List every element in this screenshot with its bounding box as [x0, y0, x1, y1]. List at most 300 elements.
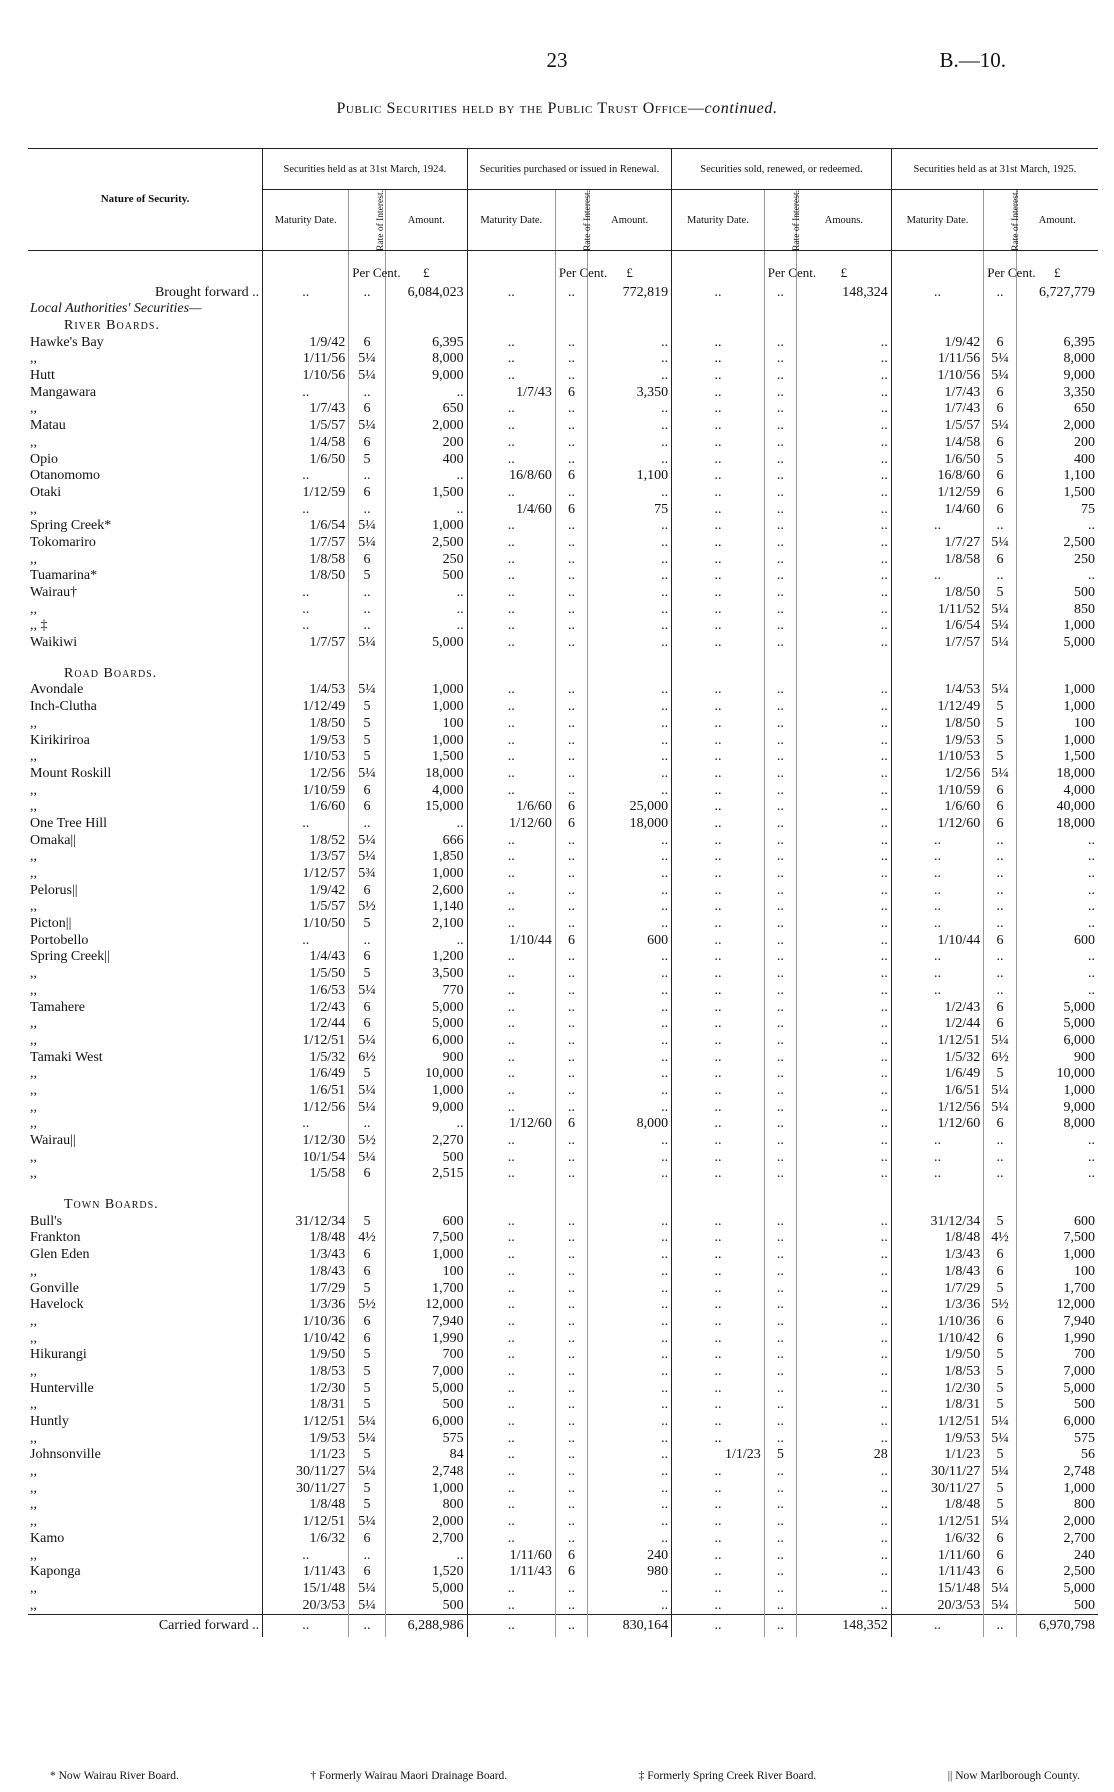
security-name-text: ,, — [30, 1464, 37, 1480]
security-name — [28, 535, 263, 552]
maturity-date: 1/5/57 — [891, 418, 984, 435]
security-name-text: Frankton — [30, 1230, 81, 1246]
empty-amount: .. — [1016, 518, 1098, 535]
security-name-text: ,, — [30, 1066, 37, 1082]
maturity-date: 1/6/50 — [263, 451, 349, 468]
amount: 1,000 — [385, 518, 467, 535]
empty-rate: .. — [764, 1133, 796, 1150]
empty-maturity: .. — [467, 1497, 555, 1514]
empty-maturity: .. — [672, 551, 765, 568]
amount: 575 — [385, 1430, 467, 1447]
empty-rate: .. — [555, 1497, 587, 1514]
security-name-text: One Tree Hill — [30, 815, 107, 831]
empty-maturity: .. — [467, 618, 555, 635]
amount: 4,000 — [385, 782, 467, 799]
empty-rate: .. — [555, 1066, 587, 1083]
table-row — [28, 849, 1098, 866]
amount: 75 — [1016, 501, 1098, 518]
group-purchased-header: Securities purchased or issued in Renewal. — [467, 149, 672, 190]
maturity-date: 1/10/53 — [263, 749, 349, 766]
maturity-date: 1/1/23 — [891, 1447, 984, 1464]
empty-maturity: .. — [263, 279, 349, 301]
empty-rate: .. — [555, 1414, 587, 1431]
security-name — [28, 568, 263, 585]
security-name — [28, 732, 263, 749]
empty-amount: .. — [1016, 949, 1098, 966]
empty-maturity: .. — [672, 1397, 765, 1414]
interest-rate: 5¼ — [984, 1464, 1016, 1481]
security-name-text: ,, — [30, 1497, 37, 1513]
empty-amount: .. — [588, 351, 672, 368]
empty-amount: .. — [588, 551, 672, 568]
maturity-date: 1/1/23 — [263, 1447, 349, 1464]
empty-maturity: .. — [467, 1297, 555, 1314]
empty-rate: .. — [764, 866, 796, 883]
security-name — [28, 749, 263, 766]
empty-rate: .. — [555, 882, 587, 899]
interest-rate: 5½ — [349, 1297, 386, 1314]
maturity-date: 1/11/56 — [891, 351, 984, 368]
amount: 100 — [1016, 1264, 1098, 1281]
amount: 5,000 — [1016, 1016, 1098, 1033]
carried-forward-amount: 6,970,798 — [1016, 1614, 1098, 1637]
maturity-date: 1/9/53 — [891, 1430, 984, 1447]
empty-rate: .. — [764, 401, 796, 418]
empty-rate: .. — [764, 1397, 796, 1414]
security-name-text: Opio — [30, 451, 58, 467]
table-row — [28, 949, 1098, 966]
amount: 1,000 — [1016, 1480, 1098, 1497]
amount: 100 — [1016, 716, 1098, 733]
empty-maturity: .. — [672, 1497, 765, 1514]
empty-maturity: .. — [672, 932, 765, 949]
security-name — [28, 1330, 263, 1347]
empty-maturity: .. — [672, 501, 765, 518]
empty-amount: .. — [588, 1066, 672, 1083]
amount: 1,000 — [385, 866, 467, 883]
interest-rate: 4½ — [349, 1230, 386, 1247]
empty-amount: .. — [1016, 1149, 1098, 1166]
empty-amount: .. — [1016, 866, 1098, 883]
empty-rate: .. — [984, 916, 1016, 933]
interest-rate: 5 — [349, 699, 386, 716]
security-name-text: Inch-Clutha — [30, 699, 97, 715]
security-name — [28, 551, 263, 568]
empty-rate: .. — [764, 1314, 796, 1331]
interest-rate: 6 — [349, 1016, 386, 1033]
security-name-text: Wairau† — [30, 585, 78, 601]
pound-label: £ — [1016, 251, 1098, 280]
amount: 9,000 — [385, 368, 467, 385]
empty-rate: .. — [764, 832, 796, 849]
empty-maturity: .. — [467, 1514, 555, 1531]
interest-rate: 5¼ — [349, 832, 386, 849]
empty-rate: .. — [555, 1480, 587, 1497]
empty-maturity: .. — [467, 1083, 555, 1100]
empty-maturity: .. — [467, 966, 555, 983]
section-heading — [28, 1197, 263, 1214]
empty-rate: .. — [764, 435, 796, 452]
empty-amount: .. — [797, 1430, 892, 1447]
interest-rate: 6 — [984, 816, 1016, 833]
security-name — [28, 1066, 263, 1083]
amount: 12,000 — [1016, 1297, 1098, 1314]
empty-rate: .. — [764, 1364, 796, 1381]
empty-amount: .. — [797, 699, 892, 716]
interest-rate: 5¼ — [349, 1033, 386, 1050]
page-number: 23 — [546, 48, 568, 72]
empty-amount: .. — [588, 418, 672, 435]
maturity-date: 1/2/30 — [891, 1380, 984, 1397]
amount: 900 — [1016, 1049, 1098, 1066]
security-name-text: ,, — [30, 1580, 37, 1596]
empty-maturity: .. — [672, 682, 765, 699]
rate-header — [764, 189, 802, 251]
amount: 9,000 — [385, 1099, 467, 1116]
interest-rate: 6 — [555, 932, 587, 949]
maturity-date: 1/3/57 — [263, 849, 349, 866]
maturity-date: 16/8/60 — [891, 468, 984, 485]
empty-rate: .. — [984, 568, 1016, 585]
interest-rate: 5¼ — [984, 618, 1016, 635]
security-name-text: ,, — [30, 715, 37, 731]
security-name-text: Waikiwi — [30, 635, 78, 651]
maturity-date: 1/8/48 — [891, 1497, 984, 1514]
empty-rate: .. — [555, 1016, 587, 1033]
interest-rate: 5 — [984, 1066, 1016, 1083]
table-row — [28, 1430, 1098, 1447]
table-row — [28, 1133, 1098, 1150]
empty-maturity: .. — [672, 1033, 765, 1050]
maturity-date: 1/7/27 — [891, 535, 984, 552]
empty-maturity: .. — [672, 1597, 765, 1614]
maturity-date: 1/7/43 — [263, 401, 349, 418]
empty-maturity: .. — [467, 485, 555, 502]
empty-rate: .. — [349, 468, 386, 485]
empty-maturity: .. — [467, 882, 555, 899]
empty-rate: .. — [555, 732, 587, 749]
empty-amount: .. — [588, 682, 672, 699]
empty-rate: .. — [555, 618, 587, 635]
empty-maturity: .. — [672, 368, 765, 385]
empty-amount: .. — [588, 1264, 672, 1281]
table-row — [28, 983, 1098, 1000]
maturity-date: 1/8/48 — [891, 1230, 984, 1247]
empty-amount: .. — [588, 518, 672, 535]
rate-header — [984, 189, 1022, 251]
empty-maturity: .. — [672, 916, 765, 933]
empty-rate: .. — [555, 1033, 587, 1050]
empty-maturity: .. — [467, 1149, 555, 1166]
empty-amount: .. — [588, 635, 672, 652]
interest-rate: 5¼ — [349, 849, 386, 866]
security-name-text: Matau — [30, 418, 66, 434]
empty-amount: .. — [797, 1597, 892, 1614]
maturity-date: 1/12/56 — [263, 1099, 349, 1116]
interest-rate: 6 — [349, 551, 386, 568]
carried-forward-amount: 148,352 — [797, 1614, 892, 1637]
amount: 2,000 — [385, 418, 467, 435]
maturity-date: 1/12/51 — [263, 1033, 349, 1050]
empty-rate: .. — [555, 1430, 587, 1447]
empty-maturity: .. — [672, 435, 765, 452]
security-name-text: ,, — [30, 1430, 37, 1446]
interest-rate: 6 — [555, 799, 587, 816]
security-name-text: Bull's — [30, 1213, 63, 1229]
empty-maturity: .. — [672, 1213, 765, 1230]
maturity-date: 1/9/53 — [891, 732, 984, 749]
rate-header-text: Rate of Interest. — [376, 189, 387, 251]
security-name-text: ,, ‡ — [30, 618, 48, 634]
blank-cell — [891, 251, 984, 280]
table-row — [28, 749, 1098, 766]
security-name — [28, 983, 263, 1000]
maturity-date: 1/12/56 — [891, 1099, 984, 1116]
spacer-row — [28, 1183, 1098, 1197]
empty-maturity: .. — [672, 1247, 765, 1264]
interest-rate: 6 — [349, 882, 386, 899]
empty-maturity: .. — [891, 1614, 984, 1637]
empty-amount: .. — [797, 1497, 892, 1514]
empty-maturity: .. — [891, 949, 984, 966]
security-name — [28, 1414, 263, 1431]
interest-rate: 5 — [349, 966, 386, 983]
empty-rate: .. — [764, 1264, 796, 1281]
maturity-date: 1/12/49 — [891, 699, 984, 716]
table-row — [28, 1099, 1098, 1116]
empty-amount: .. — [797, 866, 892, 883]
maturity-header: Maturity Date. — [263, 190, 349, 251]
empty-rate: .. — [555, 568, 587, 585]
empty-maturity: .. — [891, 866, 984, 883]
maturity-date: 1/11/60 — [891, 1547, 984, 1564]
maturity-date: 1/4/43 — [263, 949, 349, 966]
interest-rate: 5 — [984, 1347, 1016, 1364]
maturity-date: 1/7/43 — [891, 384, 984, 401]
table-row — [28, 866, 1098, 883]
empty-maturity: .. — [467, 699, 555, 716]
interest-rate: 5¾ — [349, 866, 386, 883]
amount-header: Amount. — [385, 190, 467, 251]
empty-rate: .. — [555, 1297, 587, 1314]
interest-rate: 5 — [984, 699, 1016, 716]
interest-rate: 6 — [984, 1016, 1016, 1033]
amount: 1,000 — [385, 682, 467, 699]
amount: 8,000 — [588, 1116, 672, 1133]
security-name — [28, 368, 263, 385]
empty-rate: .. — [764, 849, 796, 866]
maturity-date: 1/4/60 — [467, 501, 555, 518]
amount: 2,000 — [385, 1514, 467, 1531]
interest-rate: 6 — [984, 384, 1016, 401]
empty-rate: .. — [349, 618, 386, 635]
amount: 500 — [1016, 585, 1098, 602]
security-name-text: Mangawara — [30, 384, 97, 400]
maturity-date: 1/2/56 — [263, 766, 349, 783]
amount: 12,000 — [385, 1297, 467, 1314]
empty-amount: .. — [797, 601, 892, 618]
empty-maturity: .. — [467, 635, 555, 652]
empty-maturity: .. — [263, 932, 349, 949]
interest-rate: 5¼ — [984, 535, 1016, 552]
empty-amount: .. — [1016, 899, 1098, 916]
amount: 75 — [588, 501, 672, 518]
table-row — [28, 932, 1098, 949]
empty-amount: .. — [1016, 916, 1098, 933]
maturity-date: 1/5/32 — [263, 1049, 349, 1066]
empty-amount: .. — [797, 716, 892, 733]
table-row — [28, 782, 1098, 799]
empty-amount: .. — [797, 551, 892, 568]
security-name-text: Havelock — [30, 1297, 84, 1313]
empty-amount: .. — [797, 1166, 892, 1183]
section-heading — [28, 318, 263, 335]
empty-rate: .. — [555, 983, 587, 1000]
security-name — [28, 916, 263, 933]
empty-rate: .. — [984, 966, 1016, 983]
interest-rate: 5 — [349, 1397, 386, 1414]
interest-rate: 5¼ — [349, 983, 386, 1000]
section-heading-text: Town Boards. — [64, 1197, 159, 1213]
empty-rate: .. — [555, 1314, 587, 1331]
empty-rate: .. — [349, 279, 386, 301]
amount: 1,000 — [1016, 732, 1098, 749]
table-row — [28, 1581, 1098, 1598]
security-name — [28, 401, 263, 418]
empty-maturity: .. — [467, 1280, 555, 1297]
empty-maturity: .. — [467, 716, 555, 733]
empty-rate: .. — [555, 585, 587, 602]
empty-maturity: .. — [467, 1264, 555, 1281]
empty-maturity: .. — [467, 368, 555, 385]
amount: 7,500 — [1016, 1230, 1098, 1247]
interest-rate: 6 — [555, 816, 587, 833]
interest-rate: 6 — [984, 1564, 1016, 1581]
security-name — [28, 699, 263, 716]
interest-rate: 6 — [984, 1314, 1016, 1331]
empty-maturity: .. — [672, 485, 765, 502]
security-name-text: Tuamarina* — [30, 568, 98, 584]
maturity-date: 1/4/58 — [891, 435, 984, 452]
amount: 10,000 — [385, 1066, 467, 1083]
table-row — [28, 1397, 1098, 1414]
empty-amount: .. — [797, 1033, 892, 1050]
interest-rate: 6 — [984, 1330, 1016, 1347]
maturity-date: 1/8/31 — [891, 1397, 984, 1414]
carried-forward-text: Carried forward — [158, 1617, 249, 1633]
security-name-text: ,, — [30, 1313, 37, 1329]
amount: 500 — [1016, 1597, 1098, 1614]
security-name — [28, 334, 263, 351]
empty-maturity: .. — [467, 1464, 555, 1481]
empty-rate: .. — [555, 849, 587, 866]
table-row — [28, 1497, 1098, 1514]
interest-rate: 5 — [984, 732, 1016, 749]
maturity-date: 1/6/32 — [263, 1531, 349, 1548]
interest-rate: 5¼ — [349, 1597, 386, 1614]
table-row — [28, 732, 1098, 749]
empty-rate: .. — [764, 334, 796, 351]
table-row — [28, 1480, 1098, 1497]
amount: 6,395 — [385, 334, 467, 351]
table-row — [28, 1116, 1098, 1133]
security-name — [28, 1280, 263, 1297]
security-name-text: ,, — [30, 1082, 37, 1098]
empty-amount: .. — [797, 766, 892, 783]
interest-rate: 5 — [349, 1497, 386, 1514]
empty-amount: .. — [797, 1531, 892, 1548]
interest-rate: 6 — [984, 468, 1016, 485]
security-name — [28, 1149, 263, 1166]
group-held-1924-header: Securities held as at 31st March, 1924. — [263, 149, 468, 190]
amount: 400 — [1016, 451, 1098, 468]
securities-table — [28, 148, 1098, 1637]
empty-rate: .. — [764, 501, 796, 518]
amount: 2,700 — [385, 1531, 467, 1548]
empty-rate: .. — [349, 501, 386, 518]
empty-amount: .. — [797, 1016, 892, 1033]
interest-rate: 6 — [984, 1547, 1016, 1564]
empty-rate: .. — [764, 551, 796, 568]
empty-amount: .. — [1016, 882, 1098, 899]
rate-header — [555, 189, 593, 251]
security-name — [28, 1083, 263, 1100]
maturity-date: 1/1/23 — [672, 1447, 765, 1464]
interest-rate: 6 — [984, 932, 1016, 949]
maturity-date: 1/10/56 — [263, 368, 349, 385]
maturity-date: 1/4/53 — [891, 682, 984, 699]
empty-amount: .. — [588, 1597, 672, 1614]
empty-maturity: .. — [467, 1314, 555, 1331]
table-row — [28, 816, 1098, 833]
security-name-text: ,, — [30, 866, 37, 882]
blank-cell — [467, 251, 555, 280]
empty-amount: .. — [797, 501, 892, 518]
empty-maturity: .. — [672, 1116, 765, 1133]
empty-amount: .. — [588, 1480, 672, 1497]
empty-maturity: .. — [672, 351, 765, 368]
brought-forward-label — [28, 279, 263, 301]
maturity-date: 1/7/43 — [467, 384, 555, 401]
empty-maturity: .. — [672, 983, 765, 1000]
maturity-date: 1/7/43 — [891, 401, 984, 418]
empty-rate: .. — [764, 1497, 796, 1514]
empty-amount: .. — [385, 601, 467, 618]
empty-amount: .. — [1016, 966, 1098, 983]
empty-amount: .. — [797, 1480, 892, 1497]
amount: 1,500 — [385, 749, 467, 766]
empty-maturity: .. — [891, 1149, 984, 1166]
amount: 5,000 — [385, 635, 467, 652]
interest-rate: 6 — [984, 999, 1016, 1016]
empty-rate: .. — [555, 949, 587, 966]
empty-amount: .. — [385, 1116, 467, 1133]
empty-amount: .. — [385, 1547, 467, 1564]
amount: 25,000 — [588, 799, 672, 816]
maturity-date: 1/8/53 — [263, 1364, 349, 1381]
empty-amount: .. — [588, 585, 672, 602]
empty-amount: .. — [797, 1564, 892, 1581]
security-name — [28, 601, 263, 618]
empty-rate: .. — [555, 1280, 587, 1297]
empty-maturity: .. — [467, 1049, 555, 1066]
amount: 15,000 — [385, 799, 467, 816]
interest-rate: 6 — [555, 1116, 587, 1133]
empty-maturity: .. — [672, 418, 765, 435]
empty-amount: .. — [797, 1414, 892, 1431]
empty-rate: .. — [764, 585, 796, 602]
interest-rate: 6 — [349, 334, 386, 351]
